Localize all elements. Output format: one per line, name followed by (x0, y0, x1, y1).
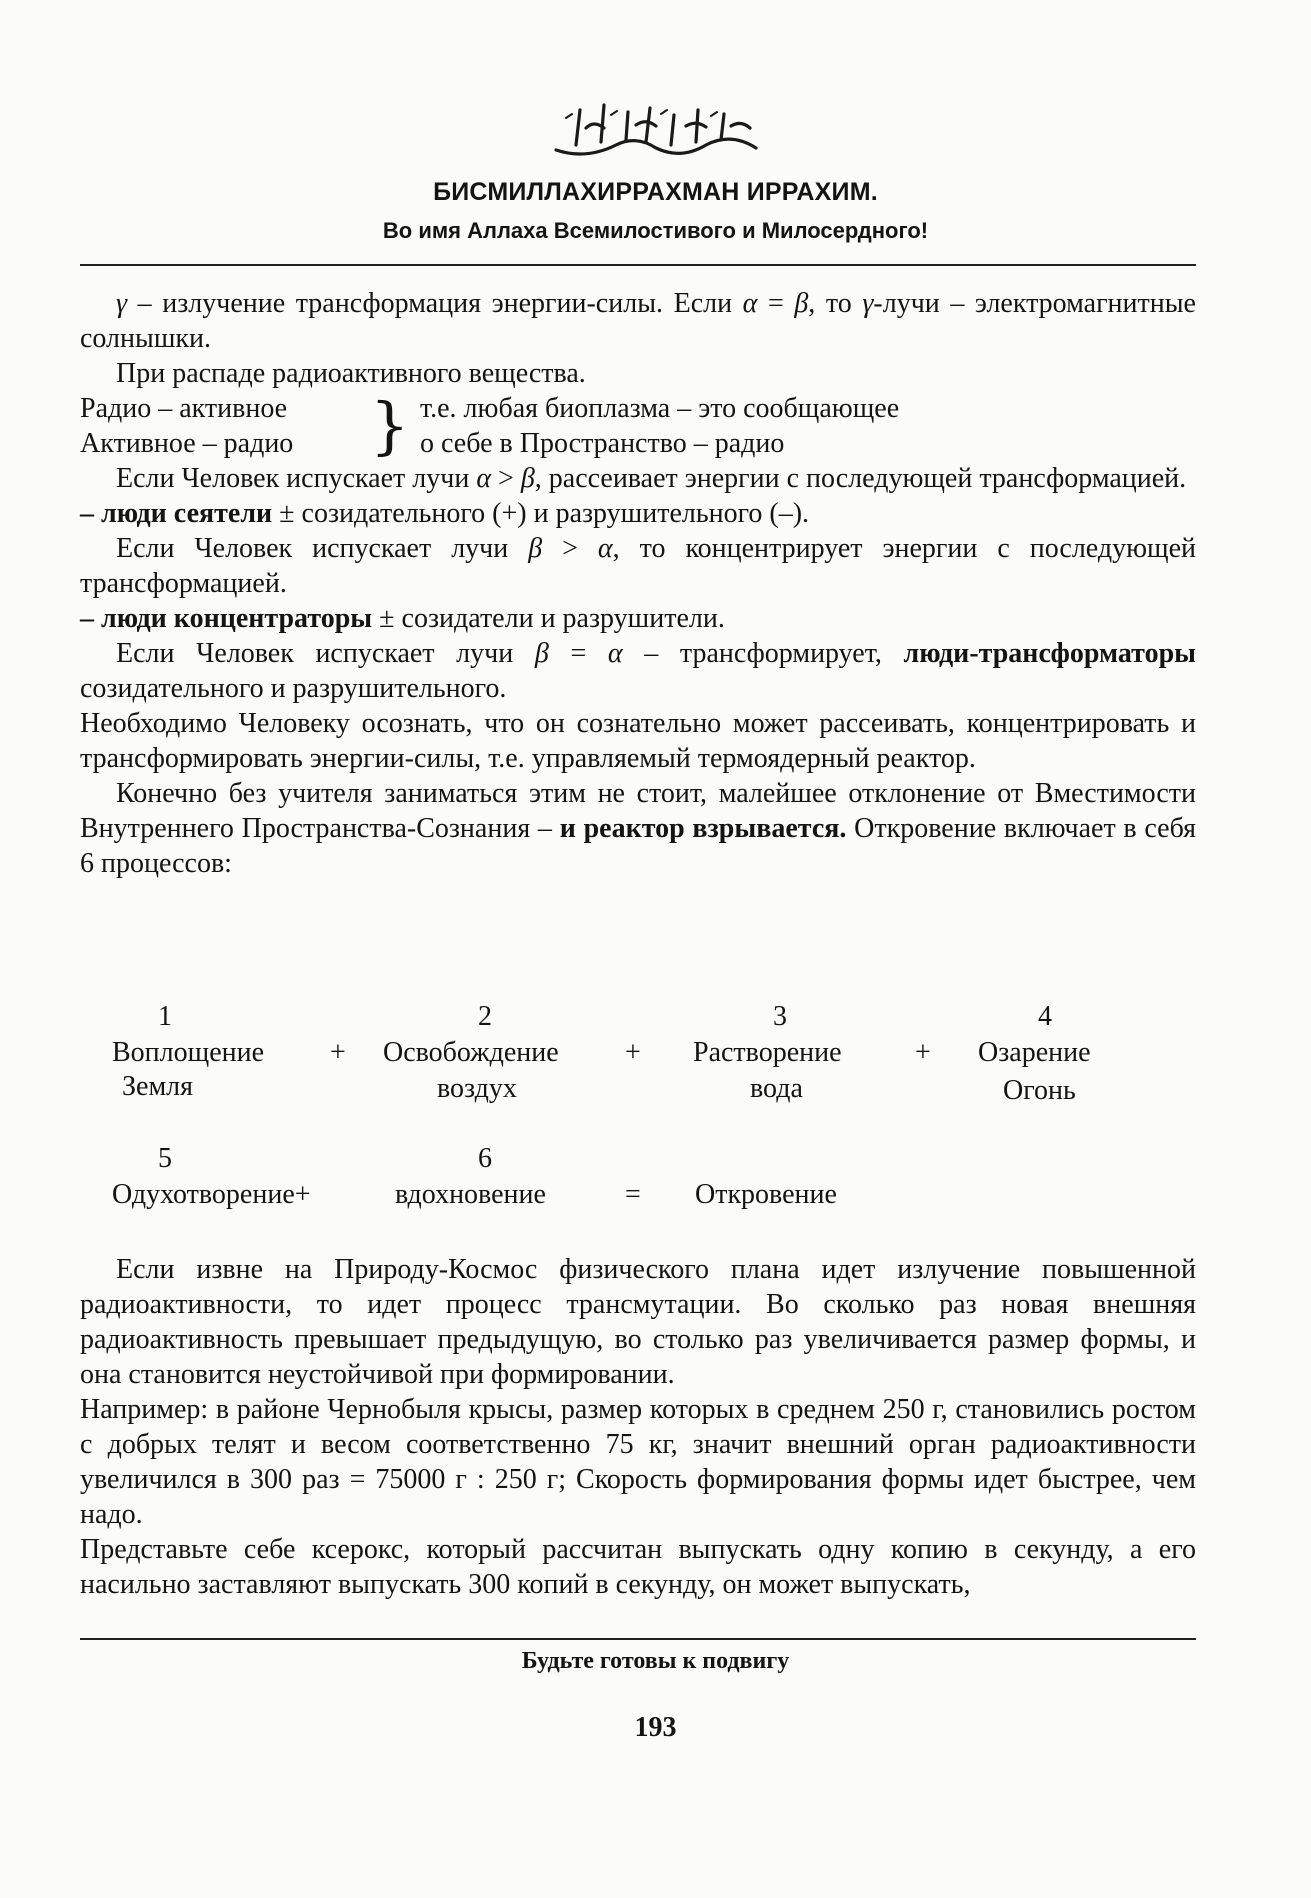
brace-left-line: Активное – радио (80, 428, 294, 459)
text-run: , то (808, 288, 863, 319)
process-name: Освобождение (383, 1037, 559, 1068)
paragraph-reactor: Необходимо Человеку осознать, что он сознательно может рассеивать, концентрировать и трансформировать энергии-силы, т.е. управляемый термоядерный реактор. (80, 708, 1196, 774)
text-run: Если Человек испускает лучи (116, 533, 529, 564)
process-name: Растворение (693, 1037, 842, 1068)
text-run: > (491, 463, 521, 494)
process-number: 5 (158, 1143, 172, 1174)
symbol-alpha: α (597, 533, 613, 564)
text-run: Откровение включает в себя 6 процессов: (80, 813, 1197, 879)
plus-sign: + (330, 1037, 346, 1068)
process-element: Огонь (1003, 1075, 1076, 1106)
paragraph-gamma (80, 286, 1196, 356)
paragraph-concentrators (80, 601, 1196, 636)
bismillah-calligraphy (0, 90, 1311, 170)
bold-term: и реактор взрывается. (559, 813, 847, 844)
footer-divider (80, 1638, 1196, 1640)
brace-left-line: Радио – активное (80, 393, 288, 424)
process-element: воздух (437, 1073, 517, 1104)
process-name: Воплощение (112, 1037, 265, 1068)
text-run: ± созидатели и разрушители. (372, 603, 725, 634)
text-block-upper (80, 286, 1196, 881)
paragraph-transmutation: Если извне на Природу-Космос физического плана идет излучение повышенной радиоактивности, то идет процесс трансмутации. Во сколько раз новая внешняя радиоактивность превышает предыдущую, во столько раз увеличивается размер формы, и она становится неустойчивой при формировании. (80, 1254, 1196, 1390)
symbol-beta: β (528, 533, 543, 564)
paragraph-teacher (80, 776, 1196, 881)
text-run: , то концентрирует энергии с последующей трансформацией. (80, 533, 1197, 599)
plus-sign: + (625, 1037, 641, 1068)
brace-right-line: т.е. любая биоплазма – это сообщающее (420, 393, 900, 424)
symbol-gamma: γ (116, 288, 128, 319)
process-number: 2 (478, 1001, 492, 1032)
process-number: 4 (1038, 1001, 1052, 1032)
symbol-alpha: α (476, 463, 492, 494)
paragraph-decay: При распаде радиоактивного вещества. (116, 358, 586, 389)
bold-term: – люди сеятели (80, 498, 273, 529)
brace-right-line: о себе в Пространство – радио (420, 428, 785, 459)
symbol-beta: β (534, 638, 549, 669)
text-block-lower (80, 1252, 1196, 1602)
text-run: > (542, 533, 598, 564)
process-element: вода (750, 1073, 803, 1104)
text-run: , рассеивает энергии с последующей трансформацией. (534, 463, 1187, 494)
header-subtitle: Во имя Аллаха Всемилостивого и Милосердного! (382, 218, 929, 243)
symbol-beta: β (520, 463, 535, 494)
paragraph-chernobyl: Например: в районе Чернобыля крысы, размер которых в среднем 250 г, становились ростом с добрых телят и весом соответственно 75 кг, значит внешний орган радиоактивности увеличился в 300 раз = 75000 г : 250 г; Скорость формирования формы идет быстрее, чем надо. (80, 1394, 1196, 1530)
process-number: 3 (773, 1001, 787, 1032)
curly-brace: } (370, 389, 410, 462)
paragraph-xerox: Представьте себе ксерокс, который рассчитан выпускать одну копию в секунду, а его насильно заставляют выпускать 300 копий в секунду, он может выпускать, (80, 1534, 1196, 1600)
symbol-alpha: α (742, 288, 758, 319)
text-run: = (548, 638, 608, 669)
process-name: вдохновение (395, 1179, 546, 1210)
symbol-beta: β (794, 288, 809, 319)
paragraph-alpha-gt-beta (80, 461, 1196, 496)
process-name: Озарение (978, 1037, 1091, 1068)
header-title: БИСМИЛЛАХИРРАХМАН ИРРАХИМ. (433, 178, 878, 206)
bold-term: люди-трансформаторы (903, 638, 1196, 669)
text-run: = (757, 288, 795, 319)
text-run: -лучи – электромагнитные солнышки. (80, 288, 1196, 354)
brace-left-column (80, 391, 370, 461)
symbol-alpha: α (607, 638, 623, 669)
paragraph-beta-eq-alpha (80, 636, 1196, 706)
process-number: 1 (158, 1001, 172, 1032)
text-run: – излучение трансформация энергии-силы. Если (127, 288, 743, 319)
brace-group (80, 391, 1196, 461)
footer-motto: Будьте готовы к подвигу (521, 1648, 790, 1674)
text-run: Если Человек испускает лучи (116, 463, 477, 494)
process-element: Земля (122, 1071, 194, 1102)
text-run: ± созидательного (+) и разрушительного (–). (272, 498, 810, 529)
plus-sign: + (915, 1037, 931, 1068)
process-name: Одухотворение+ (112, 1179, 311, 1210)
symbol-gamma: γ (862, 288, 874, 319)
paragraph-beta-gt-alpha (80, 531, 1196, 601)
text-run: – трансформирует, (622, 638, 904, 669)
paragraph-sowers (80, 496, 1196, 531)
text-run: Если Человек испускает лучи (116, 638, 535, 669)
header-divider (80, 264, 1196, 266)
bold-term: – люди концентраторы (80, 603, 373, 634)
calligraphy-image (546, 90, 766, 170)
text-run: Конечно без учителя заниматься этим не стоит, малейшее отклонение от Вместимости Внутреннего Пространства-Сознания – (80, 778, 1196, 844)
process-number: 6 (478, 1143, 492, 1174)
page-number: 193 (634, 1712, 677, 1743)
brace-right-column (420, 391, 899, 461)
text-run: созидательного и разрушительного. (80, 673, 507, 704)
process-result: Откровение (695, 1179, 837, 1210)
equals-sign: = (625, 1179, 641, 1210)
